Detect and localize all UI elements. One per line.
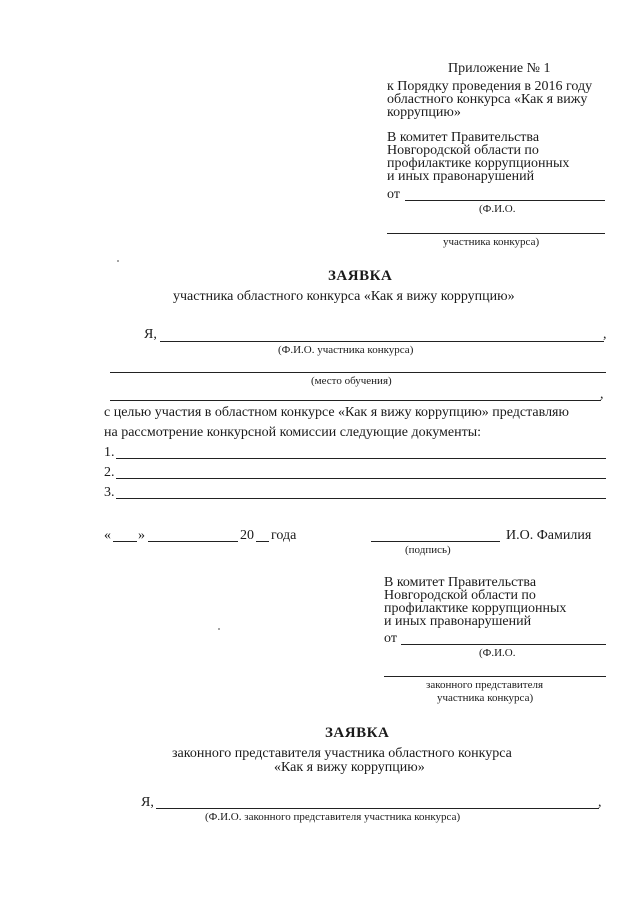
- participant-fio-caption: (Ф.И.О. участника конкурса): [278, 344, 414, 356]
- from-fio-line[interactable]: [405, 200, 605, 201]
- application2-title: ЗАЯВКА: [325, 725, 390, 741]
- application1-body-line-2: на рассмотрение конкурсной комиссии следующие документы:: [104, 425, 482, 440]
- comma-3: ,: [598, 795, 602, 810]
- rep-line[interactable]: [384, 676, 606, 677]
- appendix-order-line-1: к Порядку проведения в 2016 году: [387, 79, 593, 94]
- rep-caption-line-1: законного представителя: [426, 679, 544, 691]
- date-open-quote: «: [104, 528, 111, 543]
- addressee-line-3: профилактике коррупционных: [387, 156, 570, 171]
- study-place-line[interactable]: [110, 372, 606, 373]
- comma-1: ,: [603, 327, 607, 342]
- study-place-caption: (место обучения): [311, 375, 392, 387]
- application2-subtitle-line-2: «Как я вижу коррупцию»: [274, 760, 425, 775]
- appendix-order-line-3: коррупцию»: [387, 105, 461, 120]
- participant-caption: участника конкурса): [443, 236, 540, 248]
- application1-title: ЗАЯВКА: [328, 268, 393, 284]
- addressee-line-1: В комитет Правительства: [387, 130, 540, 145]
- application1-subtitle: участника областного конкурса «Как я вижу коррупцию»: [173, 289, 515, 304]
- participant-fio-line[interactable]: [160, 341, 604, 342]
- application2-i-label: Я,: [141, 795, 154, 810]
- application2-subtitle-line-1: законного представителя участника областного конкурса: [172, 746, 512, 761]
- representative-fio-line[interactable]: [156, 808, 599, 809]
- document-line-3[interactable]: [116, 498, 606, 499]
- date-year-prefix: 20: [240, 528, 254, 543]
- application1-i-label: Я,: [144, 327, 157, 342]
- date-day-line[interactable]: [113, 541, 137, 542]
- date-year-suffix: года: [271, 528, 297, 543]
- document-line-1[interactable]: [116, 458, 606, 459]
- scan-speck-2: [218, 628, 220, 630]
- addressee-line-4: и иных правонарушений: [387, 169, 535, 184]
- appendix-title: Приложение № 1: [448, 61, 551, 76]
- appendix-order-line-2: областного конкурса «Как я вижу: [387, 92, 588, 107]
- from-label-2: от: [384, 631, 397, 646]
- addressee2-line-4: и иных правонарушений: [384, 614, 532, 629]
- addressee-line-2: Новгородской области по: [387, 143, 539, 158]
- from-label: от: [387, 187, 400, 202]
- signature-name: И.О. Фамилия: [506, 528, 592, 543]
- representative-fio-caption: (Ф.И.О. законного представителя участника конкурса): [205, 811, 461, 823]
- fio-caption-2: (Ф.И.О.: [479, 647, 516, 659]
- signature-caption: (подпись): [405, 544, 451, 556]
- addressee2-line-3: профилактике коррупционных: [384, 601, 567, 616]
- date-year-line[interactable]: [256, 541, 269, 542]
- application1-body-line-1: с целью участия в областном конкурсе «Как я вижу коррупцию» представляю: [104, 405, 569, 420]
- comma-2: ,: [600, 387, 604, 402]
- study-place-line-2[interactable]: [110, 400, 601, 401]
- addressee2-line-2: Новгородской области по: [384, 588, 536, 603]
- document-number-1: 1.: [104, 445, 115, 460]
- document-number-2: 2.: [104, 465, 115, 480]
- fio-caption: (Ф.И.О.: [479, 203, 516, 215]
- date-month-line[interactable]: [148, 541, 238, 542]
- from-fio-line-2[interactable]: [401, 644, 606, 645]
- date-close-quote: »: [138, 528, 145, 543]
- document-line-2[interactable]: [116, 478, 606, 479]
- participant-line[interactable]: [387, 233, 605, 234]
- addressee2-line-1: В комитет Правительства: [384, 575, 537, 590]
- document-number-3: 3.: [104, 485, 115, 500]
- signature-line[interactable]: [371, 541, 500, 542]
- rep-caption-line-2: участника конкурса): [437, 692, 534, 704]
- scan-speck: [117, 260, 119, 262]
